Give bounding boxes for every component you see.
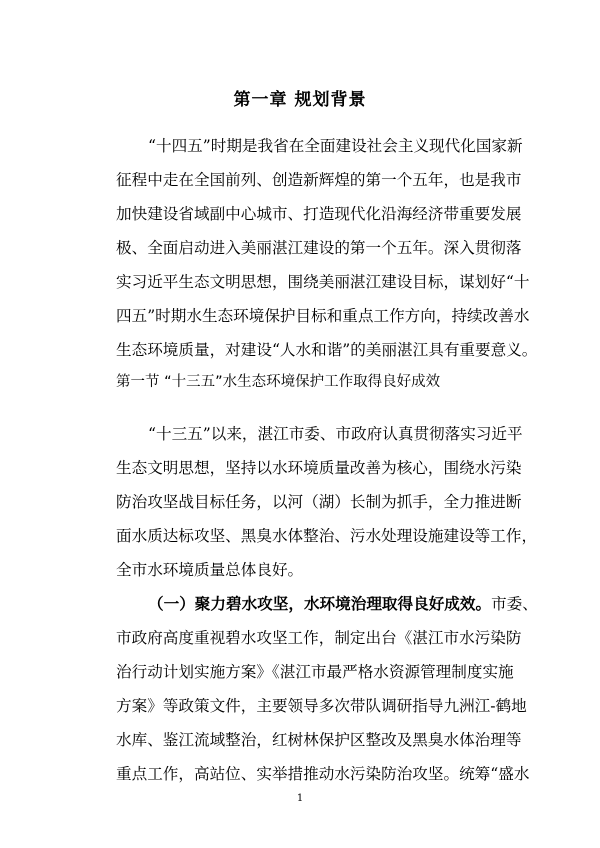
intro-line-5: 实习近平生态文明思想，围绕美丽湛江建设目标，谋划好“十 [116, 273, 530, 291]
subsection-lead: （一）聚力碧水攻坚，水环境治理取得良好成效。 [148, 595, 492, 613]
subsection-line-4: 方案》等政策文件，主要领导多次带队调研指导九洲江-鹤地 [116, 697, 527, 715]
section-line-2: 生态文明思想，坚持以水环境质量改善为核心，围绕水污染 [116, 459, 522, 477]
section-line-4: 面水质达标攻坚、黑臭水体整治、污水处理设施建设等工作， [116, 527, 538, 545]
page-number: 1 [296, 793, 304, 804]
subsection-lead-rest: 市委、 [491, 595, 538, 613]
section-line-3: 防治攻坚战目标任务，以河（湖）长制为抓手，全力推进断 [116, 493, 522, 511]
subsection-line-5: 水库、鉴江流域整治，红树林保护区整改及黑臭水体治理等 [116, 731, 522, 749]
intro-line-6: 四五”时期水生态环境保护目标和重点工作方向，持续改善水 [116, 307, 530, 325]
intro-line-1: “十四五”时期是我省在全面建设社会主义现代化国家新 [148, 137, 523, 155]
intro-line-4: 极、全面启动进入美丽湛江建设的第一个五年。深入贯彻落 [116, 239, 522, 257]
section-title: 第一节 “十三五”水生态环境保护工作取得良好成效 [116, 374, 441, 390]
section-line-5: 全市水环境质量总体良好。 [116, 561, 304, 579]
subsection-line-1 [148, 594, 538, 614]
intro-line-2: 征程中走在全国前列、创造新辉煌的第一个五年，也是我市 [116, 171, 522, 189]
subsection-line-3: 治行动计划实施方案》《湛江市最严格水资源管理制度实施 [116, 663, 514, 681]
subsection-line-6: 重点工作，高站位、实举措推动水污染防治攻坚。统筹“盛水 [116, 765, 530, 783]
subsection-line-2: 市政府高度重视碧水攻坚工作，制定出台《湛江市水污染防 [116, 629, 522, 647]
intro-line-3: 加快建设省域副中心城市、打造现代化沿海经济带重要发展 [116, 205, 522, 223]
section-line-1: “十三五”以来，湛江市委、市政府认真贯彻落实习近平 [148, 425, 523, 443]
chapter-title: 第一章 规划背景 [233, 90, 367, 110]
intro-line-7: 生态环境质量，对建设“人水和谐”的美丽湛江具有重要意义。 [116, 341, 538, 359]
